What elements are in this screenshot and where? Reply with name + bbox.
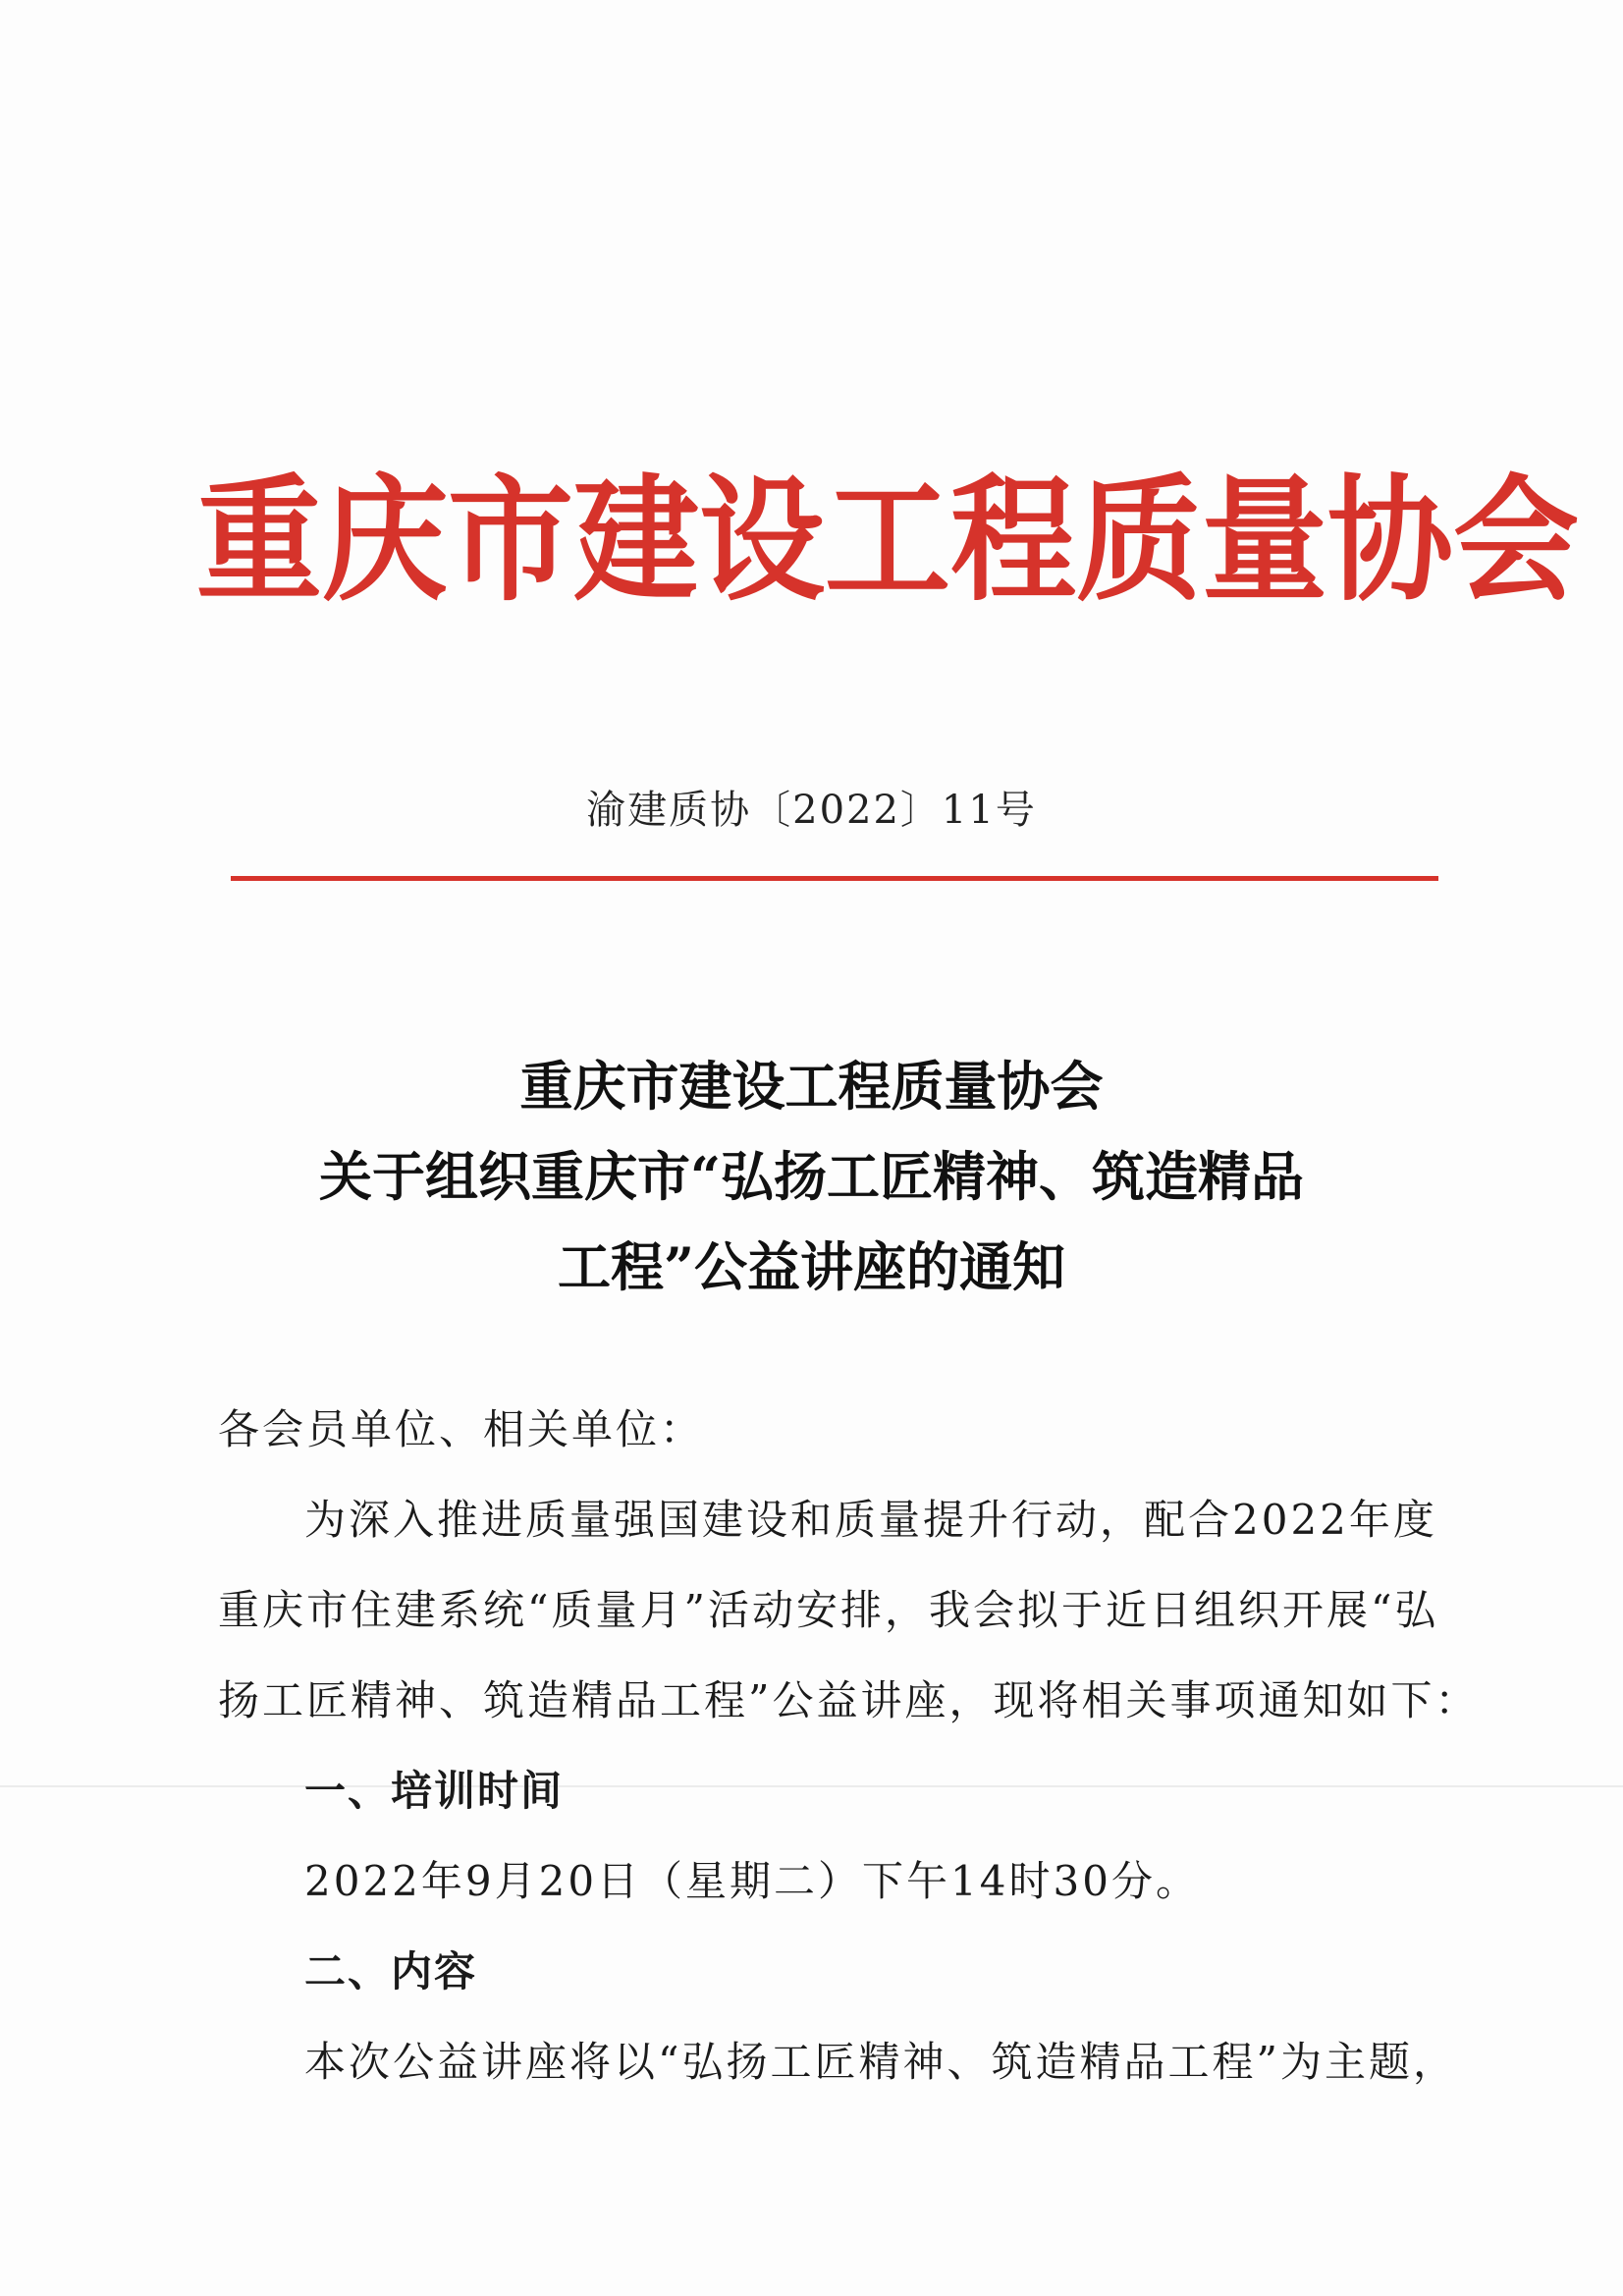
section-2-text: 本次公益讲座将以“弘扬工匠精神、筑造精品工程”为主题， <box>304 2038 1457 2086</box>
salutation: 各会员单位、相关单位： <box>218 1405 705 1453</box>
document-number: 渝建质协〔2022〕11号 <box>586 788 1037 833</box>
red-divider-line <box>231 876 1438 881</box>
paragraph-1-line-2: 重庆市住建系统“质量月”活动安排，我会拟于近日组织开展“弘 <box>218 1586 1439 1634</box>
notice-title-line-2: 关于组织重庆市“弘扬工匠精神、筑造精品 <box>318 1145 1305 1208</box>
section-1-heading: 一、培训时间 <box>304 1767 565 1815</box>
notice-title-line-1: 重庆市建设工程质量协会 <box>519 1055 1104 1118</box>
paragraph-1-line-3: 扬工匠精神、筑造精品工程”公益讲座，现将相关事项通知如下： <box>218 1676 1480 1724</box>
notice-body <box>218 1385 1480 2107</box>
notice-title <box>147 1041 1476 1312</box>
notice-title-line-3: 工程”公益讲座的通知 <box>557 1235 1066 1298</box>
organization-header: 重庆市建设工程质量协会 <box>196 462 1580 621</box>
paragraph-1-line-1: 为深入推进质量强国建设和质量提升行动，配合2022年度 <box>304 1496 1437 1544</box>
section-2-heading: 二、内容 <box>304 1947 478 1995</box>
section-1-text: 2022年9月20日（星期二）下午14时30分。 <box>304 1857 1200 1905</box>
